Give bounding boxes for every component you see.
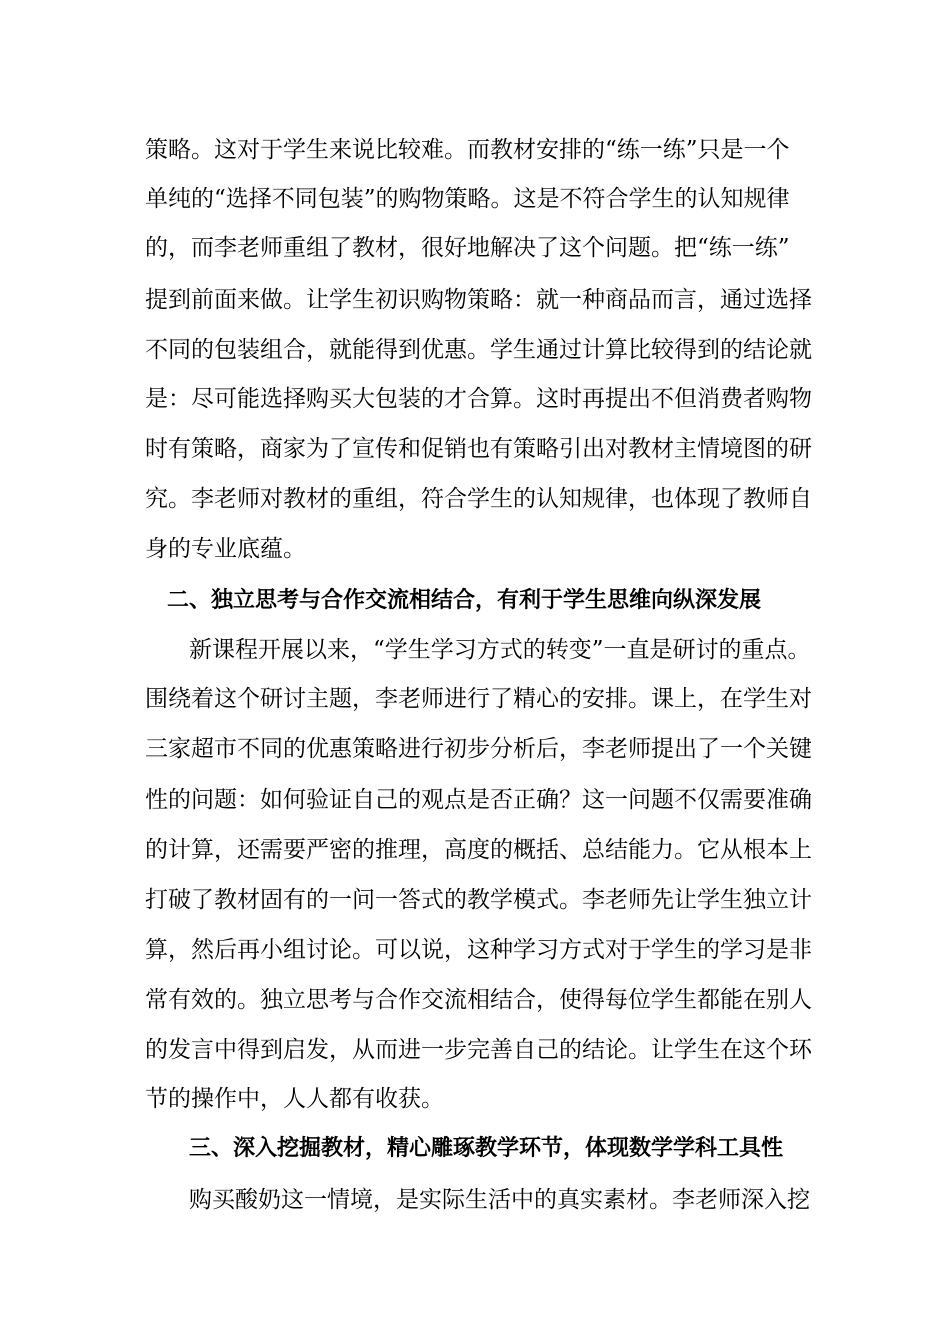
paragraph-line: 单纯的“选择不同包装”的购物策略。这是不符合学生的认知规律 (145, 186, 790, 212)
paragraph-line: 是：尽可能选择购买大包装的才合算。这时再提出不但消费者购物 (145, 386, 812, 412)
paragraph-line: 常有效的。独立思考与合作交流相结合，使得每位学生都能在别人 (145, 987, 812, 1013)
paragraph-line: 的发言中得到启发，从而进一步完善自己的结论。让学生在这个环 (145, 1037, 812, 1063)
paragraph-line: 的计算，还需要严密的推理，高度的概括、总结能力。它从根本上 (145, 837, 812, 863)
paragraph-line: 新课程开展以来，“学生学习方式的转变”一直是研讨的重点。 (189, 637, 811, 663)
paragraph-line: 三家超市不同的优惠策略进行初步分析后，李老师提出了一个关键 (145, 736, 812, 762)
section-heading: 三、深入挖掘教材，精心雕琢教学环节，体现数学学科工具性 (189, 1136, 784, 1161)
paragraph-line: 节的操作中，人人都有收获。 (145, 1086, 444, 1112)
paragraph-line: 购买酸奶这一情境，是实际生活中的真实素材。李老师深入挖 (189, 1187, 810, 1213)
section-heading: 二、独立思考与合作交流相结合，有利于学生思维向纵深发展 (167, 588, 762, 613)
paragraph-line: 提到前面来做。让学生初识购物策略：就一种商品而言，通过选择 (145, 287, 812, 313)
paragraph-line: 时有策略，商家为了宣传和促销也有策略引出对教材主情境图的研 (145, 436, 812, 462)
paragraph-line: 究。李老师对教材的重组，符合学生的认知规律，也体现了教师自 (145, 486, 812, 512)
paragraph-line: 的，而李老师重组了教材，很好地解决了这个问题。把“练一练” (145, 235, 790, 261)
paragraph-line: 打破了教材固有的一问一答式的教学模式。李老师先让学生独立计 (145, 887, 812, 913)
paragraph-line: 策略。这对于学生来说比较难。而教材安排的“练一练”只是一个 (145, 137, 790, 163)
paragraph-line: 性的问题：如何验证自己的观点是否正确？这一问题不仅需要准确 (145, 787, 812, 813)
paragraph-line: 身的专业底蕴。 (145, 536, 306, 562)
paragraph-line: 不同的包装组合，就能得到优惠。学生通过计算比较得到的结论就 (145, 337, 812, 363)
paragraph-line: 算，然后再小组讨论。可以说，这种学习方式对于学生的学习是非 (145, 937, 812, 963)
paragraph-line: 围绕着这个研讨主题，李老师进行了精心的安排。课上，在学生对 (145, 686, 812, 712)
